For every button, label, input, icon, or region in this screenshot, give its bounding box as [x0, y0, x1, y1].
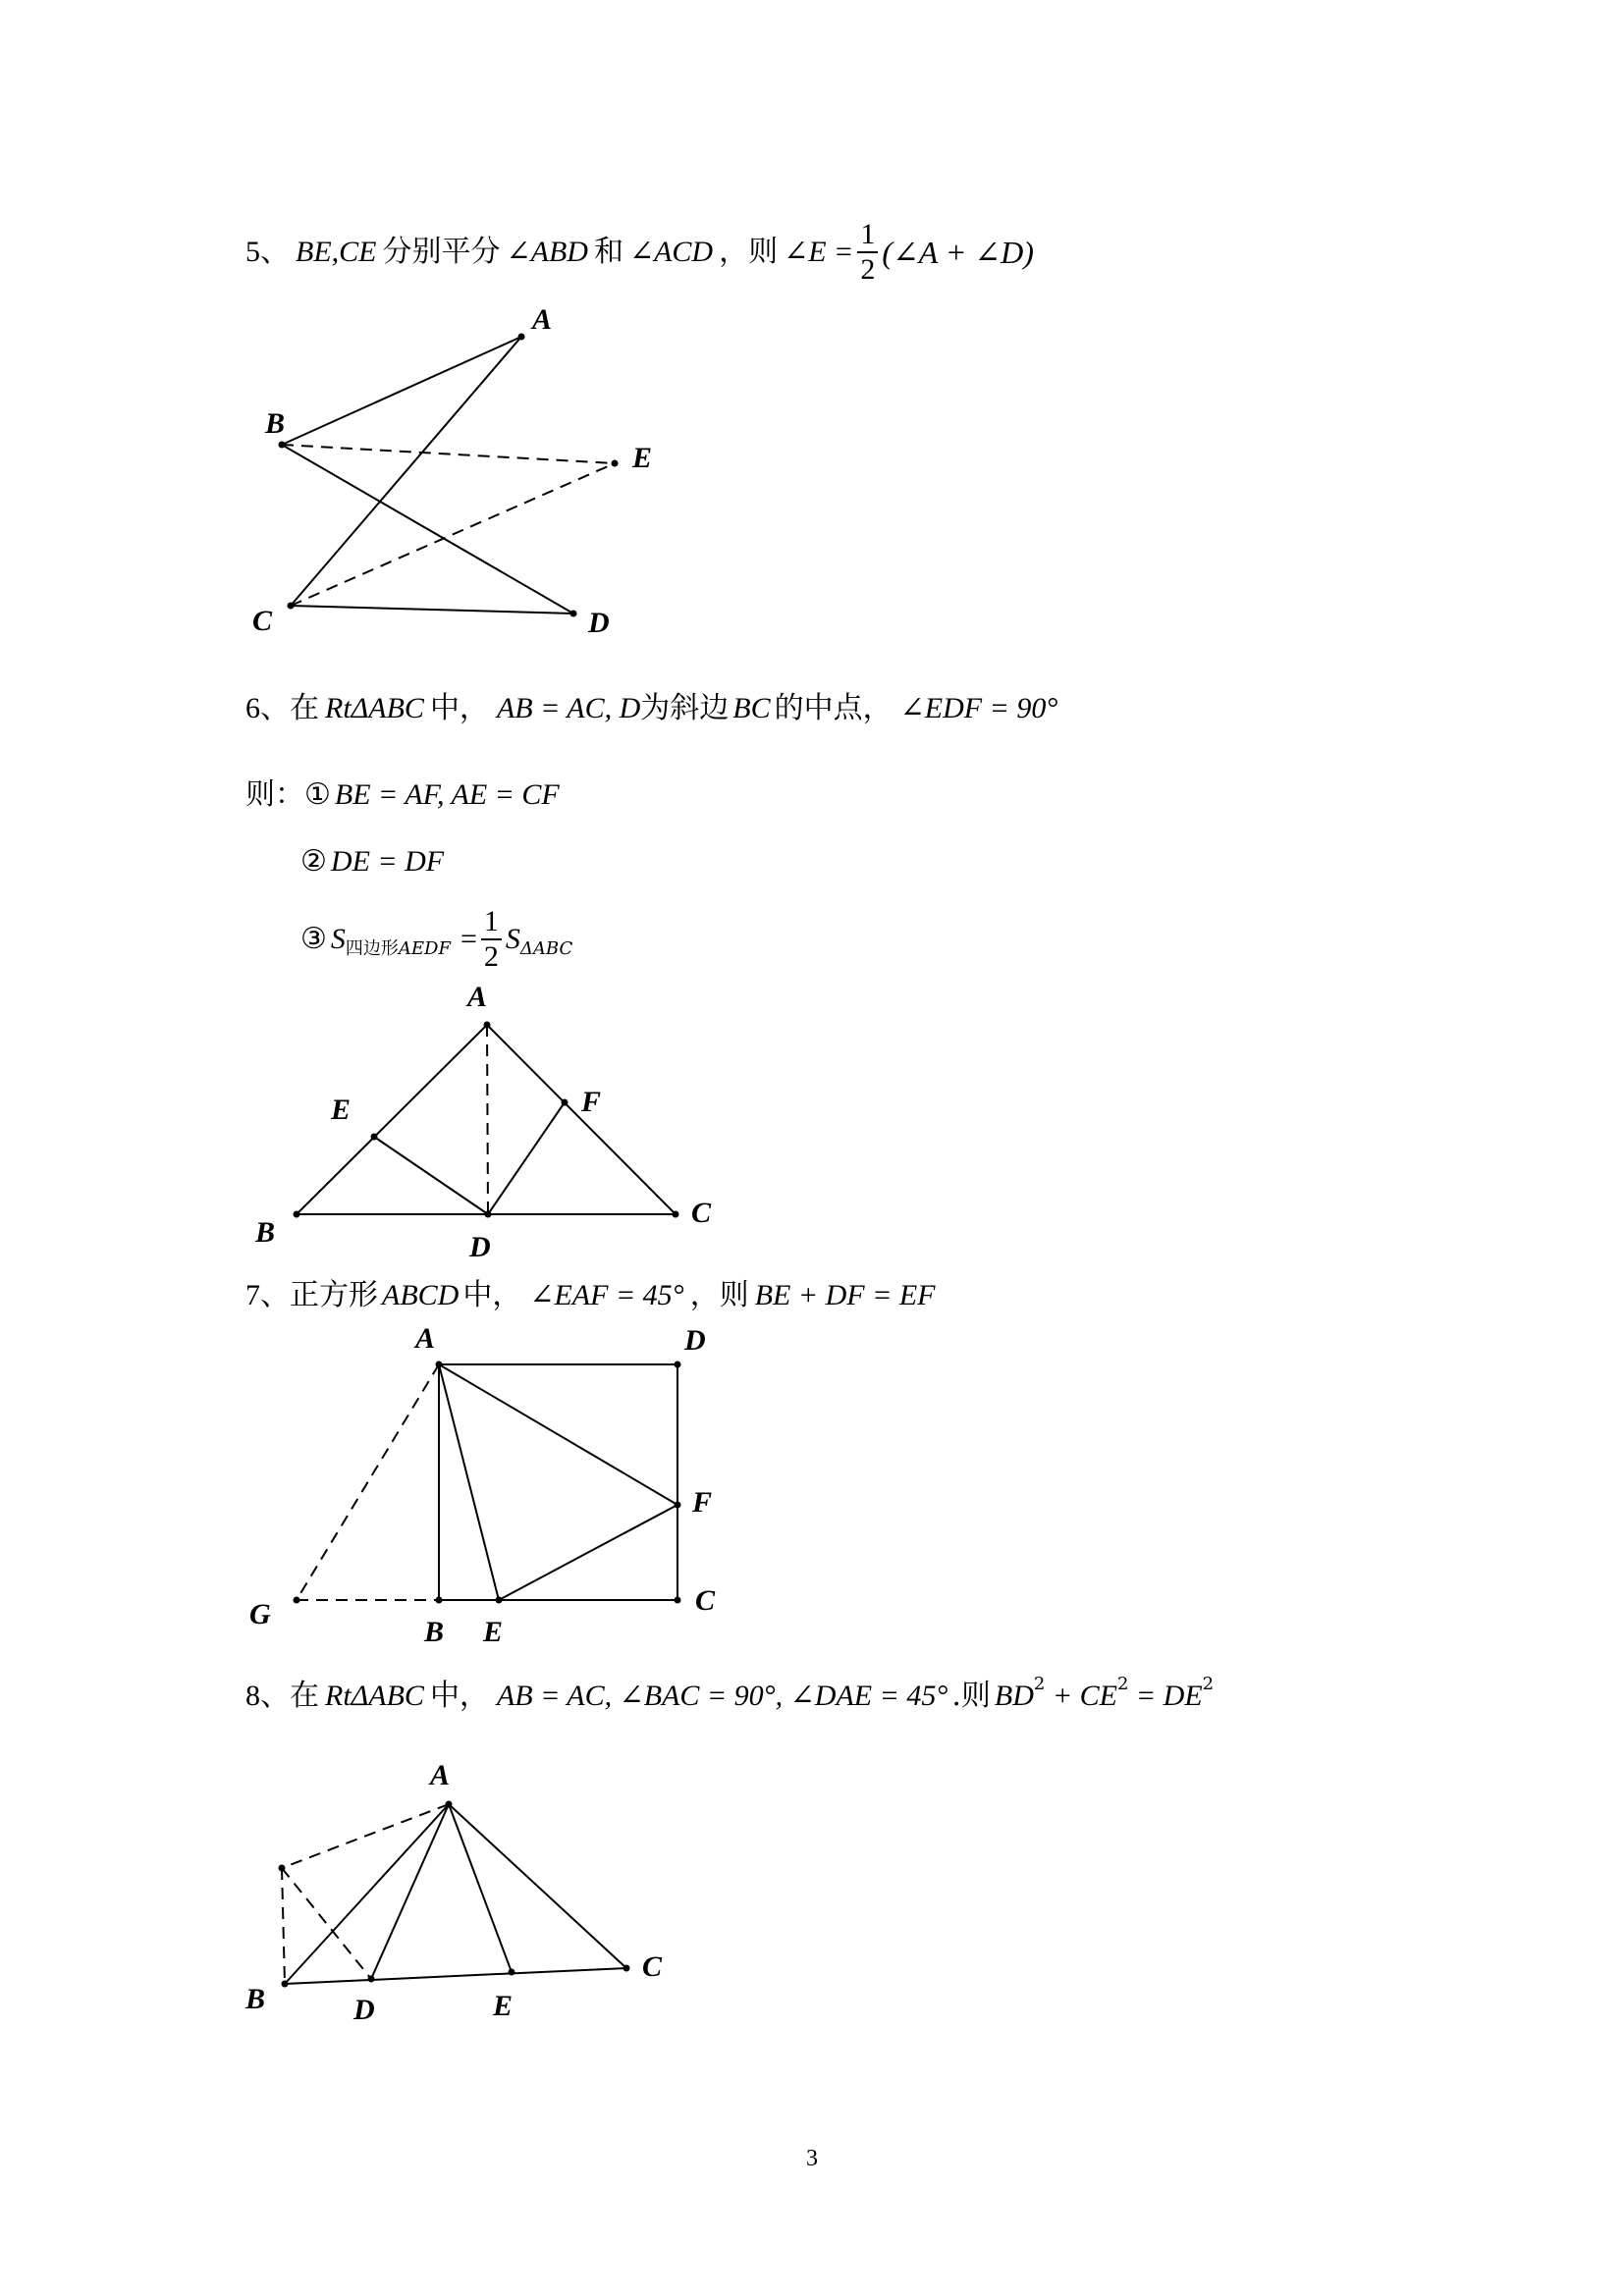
fraction: $\frac{1}{2}$	[857, 218, 878, 287]
text: ，则	[689, 1278, 749, 1312]
point-dot	[446, 1801, 453, 1808]
point-label-F: F	[581, 1086, 602, 1118]
text: 为斜边	[640, 691, 730, 725]
point-dot	[570, 611, 577, 617]
segment-AB	[297, 1025, 487, 1214]
segment-CD	[291, 606, 573, 614]
segment-AB	[285, 1804, 449, 1984]
page-number: 3	[806, 2146, 818, 2171]
point-label-F: F	[692, 1486, 713, 1519]
text: ，则	[719, 235, 779, 269]
figure-5	[282, 337, 615, 614]
point-label-C: C	[642, 1950, 663, 1983]
point-label-D: D	[353, 1994, 375, 2026]
point-label-C: C	[252, 605, 273, 637]
math-text: BD	[994, 1680, 1034, 1712]
point-dot	[496, 1597, 503, 1604]
point-dot	[675, 1597, 681, 1604]
math-text: AB = AC, D	[496, 692, 641, 724]
math-text: BE + DF = EF	[754, 1279, 936, 1311]
point-dot	[484, 1022, 491, 1029]
circled-number: ①	[304, 777, 331, 812]
square-ABCD	[439, 1364, 677, 1600]
math-text: DE = DF	[330, 845, 445, 878]
text: 中，	[462, 1278, 522, 1312]
point-dot	[623, 1965, 630, 1972]
text: 的中点，	[774, 691, 893, 725]
point-label-A: A	[415, 1322, 436, 1355]
math-text: AB = AC, ∠BAC = 90°, ∠DAE = 45°	[496, 1680, 948, 1712]
math-text: BE = AF, AE = CF	[334, 778, 560, 811]
point-label-B: B	[245, 1983, 266, 2015]
text: .则	[951, 1679, 991, 1713]
text: 在	[290, 691, 319, 725]
point-label-E: E	[632, 442, 653, 474]
point-dot	[294, 1211, 300, 1218]
math-text: ∠EAF = 45°	[529, 1279, 684, 1311]
point-label-E: E	[493, 1990, 514, 2022]
segment-AB	[282, 337, 521, 445]
text: 则：	[245, 777, 304, 812]
segment-AE	[439, 1364, 499, 1600]
math-text: S	[330, 923, 346, 955]
superscript: 2	[1202, 1674, 1215, 1694]
figure-6	[297, 1025, 676, 1214]
point-label-B: B	[265, 407, 286, 440]
segment-FD	[488, 1102, 565, 1214]
point-dot	[509, 1969, 515, 1976]
subscript: 四边形AEDF	[345, 938, 451, 959]
math-text: + CE	[1045, 1680, 1117, 1712]
item-number: 5、	[245, 236, 290, 268]
equals: =	[460, 923, 477, 955]
point-label-G: G	[249, 1598, 271, 1630]
point-dot	[675, 1502, 681, 1509]
math-text: BC	[732, 692, 771, 724]
superscript: 2	[1033, 1674, 1046, 1694]
figure-7	[297, 1364, 677, 1600]
text: 和	[593, 235, 623, 269]
point-dot	[279, 442, 286, 449]
segment-AE	[449, 1804, 512, 1972]
segment-aux-D-dashed	[282, 1868, 371, 1979]
point-label-D: D	[469, 1231, 491, 1263]
math-text: RtΔABC	[325, 692, 424, 724]
point-dot	[436, 1597, 443, 1604]
point-label-D: D	[588, 607, 610, 639]
math-text: ∠E =	[784, 236, 854, 268]
segment-AC	[449, 1804, 626, 1968]
fraction: $\frac{1}{2}$	[481, 905, 502, 974]
point-label-A: A	[430, 1759, 451, 1791]
point-dot	[485, 1211, 492, 1218]
math-text: = DE	[1128, 1680, 1203, 1712]
point-dot	[673, 1211, 679, 1218]
math-text: ABCD	[382, 1279, 460, 1311]
point-dot	[294, 1597, 300, 1604]
point-label-C: C	[691, 1197, 712, 1229]
segment-AC	[487, 1025, 676, 1214]
point-label-E: E	[483, 1616, 504, 1648]
segment-ED	[374, 1137, 488, 1214]
point-label-D: D	[684, 1324, 706, 1357]
segment-EF	[499, 1505, 677, 1600]
item-number: 6、	[245, 692, 290, 724]
point-label-A: A	[532, 303, 553, 336]
point-label-B: B	[255, 1216, 276, 1249]
segment-AD	[371, 1804, 449, 1979]
subscript: ΔABC	[519, 938, 573, 959]
segment-AF	[439, 1364, 677, 1505]
point-dot	[279, 1865, 286, 1872]
text: 在	[290, 1679, 319, 1713]
text: 中，	[429, 1679, 489, 1713]
segment-BE-dashed	[282, 445, 615, 463]
circled-number: ②	[300, 844, 327, 879]
point-dot	[518, 334, 525, 341]
figure-8	[282, 1804, 626, 1984]
math-text: ∠EDF = 90°	[899, 692, 1058, 724]
point-dot	[371, 1134, 378, 1141]
math-text: ∠ABD	[506, 236, 588, 268]
point-dot	[288, 603, 295, 610]
point-dot	[612, 460, 619, 467]
math-text: S	[505, 923, 520, 955]
point-label-A: A	[467, 981, 488, 1013]
segment-AG-dashed	[297, 1364, 439, 1600]
text: 分别平分	[382, 235, 501, 269]
math-text: RtΔABC	[325, 1680, 424, 1712]
math-text: BE,CE	[296, 236, 377, 268]
point-dot	[436, 1362, 443, 1368]
segment-CE-dashed	[291, 463, 615, 606]
segment-B-aux-dashed	[282, 1868, 285, 1984]
point-dot	[282, 1981, 289, 1988]
item-number: 8、	[245, 1680, 290, 1712]
circled-number: ③	[300, 922, 327, 956]
text: 正方形	[290, 1278, 378, 1312]
segment-BD	[282, 445, 573, 614]
point-label-B: B	[424, 1616, 445, 1648]
segment-BC	[285, 1968, 626, 1984]
segment-AD-dashed	[487, 1025, 488, 1214]
point-dot	[368, 1976, 375, 1983]
superscript: 2	[1116, 1674, 1129, 1694]
item-number: 7、	[245, 1279, 290, 1311]
segment-AC	[291, 337, 521, 606]
math-text: ∠ACD	[628, 236, 714, 268]
text: 中，	[429, 691, 489, 725]
point-dot	[675, 1362, 681, 1368]
point-label-E: E	[331, 1094, 352, 1126]
math-text: (∠A + ∠D)	[882, 235, 1034, 270]
point-label-C: C	[695, 1584, 716, 1617]
point-dot	[562, 1099, 568, 1106]
